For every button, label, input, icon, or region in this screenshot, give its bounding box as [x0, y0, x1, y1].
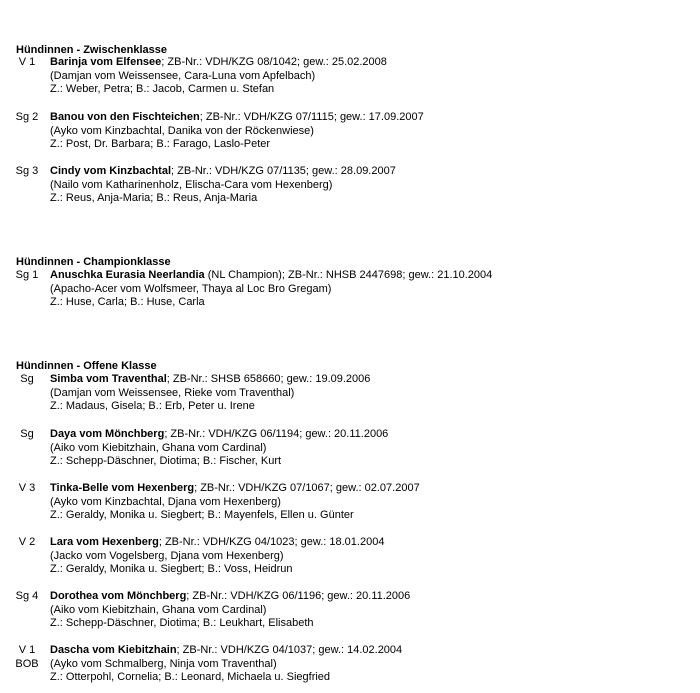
dog-name: Dorothea vom Mönchberg	[50, 590, 187, 602]
rank: V 3	[18, 482, 36, 494]
dog-parents: (Damjan vom Weissensee, Cara-Luna vom Apfelbach)	[50, 69, 316, 82]
dog-name: Lara vom Hexenberg	[50, 536, 159, 548]
dog-details: (NL Champion); ZB-Nr.: NHSB 2447698; gew.: 21.10.2004	[204, 269, 493, 281]
rank: Sg 2	[15, 111, 39, 123]
dog-details: ; ZB-Nr.: VDH/KZG 04/1037; gew.: 14.02.2004	[176, 644, 403, 656]
dog-name: Anuschka Eurasia Neerlandia	[50, 269, 205, 281]
dog-breeder-owner: Z.: Otterpohl, Cornelia; B.: Leonard, Michaela u. Siegfried	[50, 671, 331, 683]
dog-breeder-owner: Z.: Huse, Carla; B.: Huse, Carla	[50, 296, 205, 308]
rank: Sg	[20, 373, 34, 385]
dog-breeder-owner: Z.: Geraldy, Monika u. Siegbert; B.: Mayenfels, Ellen u. Günter	[50, 509, 354, 521]
dog-details: ; ZB-Nr.: VDH/KZG 07/1067; gew.: 02.07.2007	[194, 482, 420, 494]
dog-details: ; ZB-Nr.: VDH/KZG 06/1194; gew.: 20.11.2006	[164, 428, 389, 440]
dog-name: Banou von den Fischteichen	[50, 111, 200, 123]
dog-details: ; ZB-Nr.: VDH/KZG 04/1023; gew.: 18.01.2004	[158, 536, 385, 548]
section-title-offene-klasse: Hündinnen - Offene Klasse	[16, 360, 157, 372]
dog-parents: (Aiko vom Kiebitzhain, Ghana vom Cardinal)	[50, 441, 267, 454]
dog-parents: (Aiko vom Kiebitzhain, Ghana vom Cardinal)	[50, 603, 267, 616]
dog-breeder-owner: Z.: Weber, Petra; B.: Jacob, Carmen u. Stefan	[50, 83, 275, 95]
dog-name: Simba vom Traventhal	[50, 373, 167, 385]
dog-details: ; ZB-Nr.: SHSB 658660; gew.: 19.09.2006	[166, 373, 371, 385]
dog-breeder-owner: Z.: Post, Dr. Barbara; B.: Farago, Laslo-Peter	[50, 138, 271, 150]
dog-name: Barinja vom Elfensee	[50, 56, 162, 68]
dog-parents: (Jacko vom Vogelsberg, Djana vom Hexenberg)	[50, 549, 284, 562]
dog-details: ; ZB-Nr.: VDH/KZG 08/1042; gew.: 25.02.2008	[161, 56, 387, 68]
dog-parents: (Ayko vom Schmalberg, Ninja vom Traventhal)	[50, 657, 277, 670]
dog-breeder-owner: Z.: Schepp-Däschner, Diotima; B.: Leukhart, Elisabeth	[50, 617, 314, 629]
bob-badge: BOB	[15, 657, 39, 670]
section-title-zwischenklasse: Hündinnen - Zwischenklasse	[16, 44, 167, 56]
dog-parents: (Apacho-Acer vom Wolfsmeer, Thaya al Loc Bro Gregam)	[50, 282, 332, 295]
dog-details: ; ZB-Nr.: VDH/KZG 07/1115; gew.: 17.09.2007	[199, 111, 424, 123]
section-title-championklasse: Hündinnen - Championklasse	[16, 256, 171, 268]
rank: Sg 3	[15, 165, 39, 177]
dog-details: ; ZB-Nr.: VDH/KZG 07/1135; gew.: 28.09.2007	[171, 165, 396, 177]
rank: V 1 BOB	[12, 644, 42, 671]
dog-breeder-owner: Z.: Schepp-Däschner, Diotima; B.: Fischer, Kurt	[50, 455, 282, 467]
rank: V 1	[18, 56, 36, 68]
dog-breeder-owner: Z.: Geraldy, Monika u. Siegbert; B.: Voss, Heidrun	[50, 563, 293, 575]
dog-breeder-owner: Z.: Madaus, Gisela; B.: Erb, Peter u. Irene	[50, 400, 255, 412]
dog-parents: (Ayko vom Kinzbachtal, Djana vom Hexenberg)	[50, 495, 281, 508]
dog-parents: (Nailo vom Katharinenholz, Elischa-Cara vom Hexenberg)	[50, 178, 333, 191]
dog-breeder-owner: Z.: Reus, Anja-Maria; B.: Reus, Anja-Maria	[50, 192, 258, 204]
rank: Sg 4	[15, 590, 39, 602]
dog-name: Cindy vom Kinzbachtal	[50, 165, 172, 177]
dog-name: Tinka-Belle vom Hexenberg	[50, 482, 195, 494]
rank: Sg	[20, 428, 34, 440]
rank: Sg 1	[15, 269, 39, 281]
dog-details: ; ZB-Nr.: VDH/KZG 06/1196; gew.: 20.11.2006	[186, 590, 411, 602]
rank: V 2	[18, 536, 36, 548]
dog-name: Daya vom Mönchberg	[50, 428, 165, 440]
dog-name: Dascha vom Kiebitzhain	[50, 644, 177, 656]
dog-parents: (Ayko vom Kinzbachtal, Danika von der Röckenwiese)	[50, 124, 314, 137]
dog-parents: (Damjan vom Weissensee, Rieke vom Traventhal)	[50, 386, 295, 399]
